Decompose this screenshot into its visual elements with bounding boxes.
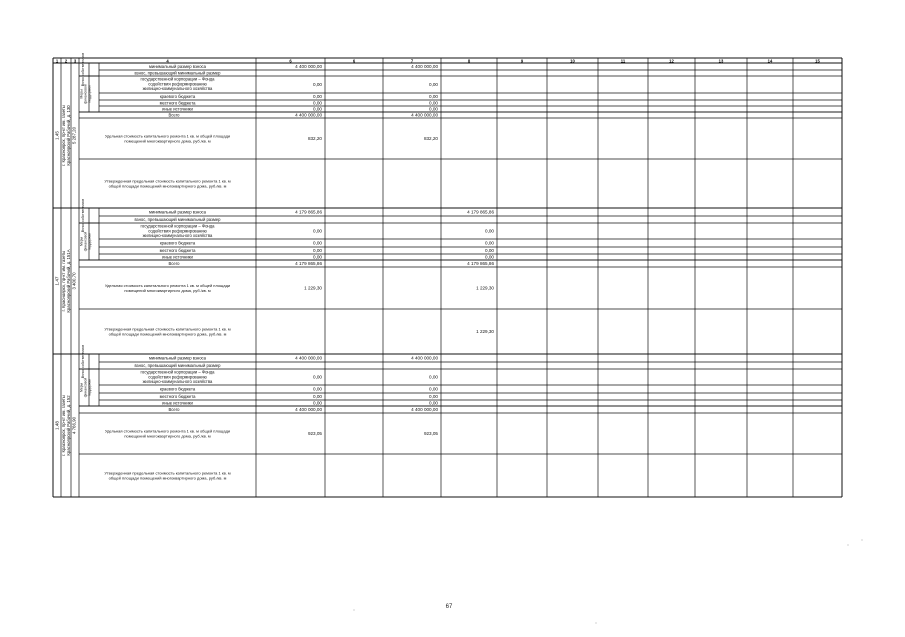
column-number: 2 (64, 58, 68, 64)
value-col-8: 0,00 (485, 228, 494, 234)
row-label: государственной корпорации – Фонда (140, 369, 215, 375)
value-col-7: 0,00 (429, 400, 438, 406)
value-col-8: 1 229,30 (476, 329, 494, 335)
owner-group-label: Взнос собственников (81, 52, 85, 87)
value-col-7: 0,00 (429, 94, 438, 100)
row-label: Всего (168, 112, 180, 118)
row-label: Удельная стоимость капитального ремонта 1 кв. м общей площади (104, 133, 231, 139)
value-col-5: 0,00 (313, 100, 322, 106)
row-label: взнос, превышающий минимальный размер (134, 217, 221, 223)
scan-noise-dot (354, 610, 355, 611)
row-label: взнос, превышающий минимальный размер (134, 70, 221, 76)
row-label: жилищно-коммунального хозяйства (142, 379, 213, 385)
financing-group-label: финансовой (83, 231, 88, 252)
scan-noise-dot (848, 545, 849, 546)
column-number: 10 (570, 58, 575, 64)
row-label: минимальный размер взноса (149, 209, 206, 215)
scan-noise-dot (862, 540, 863, 541)
column-number: 6 (352, 58, 356, 64)
value-col-5: 0,00 (313, 394, 322, 400)
row-label: общей площади помещений многоквартирного дома, руб./кв. м (108, 183, 227, 189)
row-label: Всего (168, 261, 180, 267)
value-col-5: 4 400 000,00 (295, 355, 322, 361)
object-number: 1.48 (54, 421, 60, 430)
financing-group-label: финансовой (83, 377, 88, 398)
value-col-8: 4 179 865,86 (467, 261, 494, 267)
value-col-5: 4 400 000,00 (295, 64, 322, 70)
value-col-7: 0,00 (429, 374, 438, 380)
value-col-8: 4 179 865,86 (467, 209, 494, 215)
row-label: краевого бюджета (159, 240, 196, 246)
column-number: 1 (55, 58, 59, 64)
row-label: Утвержденная предельная стоимость капитального ремонта 1 кв. м (104, 178, 231, 184)
value-col-5: 0,00 (313, 374, 322, 380)
financing-group-label: Меры (79, 236, 84, 247)
value-col-7: 4 400 000,00 (411, 112, 438, 118)
financing-group-label: поддержки (87, 85, 92, 103)
row-label: краевого бюджета (159, 386, 196, 392)
scan-noise-dot (596, 623, 597, 624)
row-label: государственной корпорации – Фонда (140, 223, 215, 229)
row-label: взнос, превышающий минимальный размер (134, 363, 221, 369)
object-number: 1.45 (54, 131, 60, 140)
object-number: 1.47 (54, 276, 60, 286)
object-area: 4 766,90 (71, 416, 77, 435)
row-label: иные источники (162, 106, 193, 112)
value-col-7: 923,05 (423, 431, 438, 437)
object-area: 3 400,70 (71, 272, 77, 290)
column-number: 7 (410, 58, 414, 64)
row-label: Удельная стоимость капитального ремонта 1 кв. м общей площади (104, 282, 231, 288)
value-col-7: 4 400 000,00 (411, 64, 438, 70)
object-address: г. Красноярск, пр-кт им. газеты (61, 395, 66, 456)
object-address: Красноярский Рабочий, д. 130 (66, 105, 71, 166)
column-number: 11 (620, 58, 626, 64)
row-label: иные источники (162, 400, 193, 406)
value-col-5: 923,05 (307, 431, 322, 437)
value-col-5: 4 400 000,00 (295, 112, 322, 118)
page-number: 67 (445, 604, 453, 610)
object-area: 5 287,20 (71, 126, 77, 145)
financing-group-label: Меры (79, 382, 84, 393)
row-label: государственной корпорации – Фонда (140, 76, 215, 82)
row-label: местного бюджета (159, 394, 196, 400)
column-number: 9 (520, 58, 524, 64)
column-number: 12 (669, 58, 674, 64)
row-label: Утвержденная предельная стоимость капитального ремонта 1 кв. м (104, 470, 231, 476)
value-col-7: 4 400 000,00 (411, 407, 438, 413)
object-address: г. Красноярск, пр-кт им. газеты (61, 105, 66, 166)
value-col-5: 0,00 (313, 254, 322, 260)
row-label: иные источники (162, 254, 193, 260)
value-col-5: 4 400 000,00 (295, 407, 322, 413)
financing-group-label: поддержки (87, 232, 92, 251)
row-label: минимальный размер взноса (149, 64, 206, 70)
column-number: 8 (467, 58, 471, 64)
column-number: 6 (289, 58, 292, 64)
value-col-5: 832,20 (307, 136, 322, 142)
column-number: 13 (718, 58, 724, 64)
owner-group-label: Взнос собственников (81, 344, 85, 379)
row-label: общей площади помещений многоквартирного дома, руб./кв. м (108, 331, 227, 337)
value-col-5: 0,00 (313, 248, 322, 254)
owner-group-label: Взнос собственников (81, 198, 85, 233)
row-label: минимальный размер взноса (149, 355, 206, 361)
value-col-7: 832,20 (423, 136, 438, 142)
value-col-5: 0,00 (313, 240, 322, 246)
row-label: содействия реформированию (148, 374, 207, 380)
object-address: г. Красноярск, пр-кт им. газеты (61, 250, 66, 312)
row-label: помещений многоквартирного дома, руб./кв. м (124, 433, 211, 439)
financing-group-label: финансовой (83, 84, 88, 104)
row-label: Удельная стоимость капитального ремонта 1 кв. м общей площади (104, 428, 231, 434)
row-label: содействия реформированию (148, 228, 207, 234)
value-col-5: 0,00 (313, 228, 322, 234)
row-label: местного бюджета (159, 100, 196, 106)
row-label: краевого бюджета (159, 94, 196, 100)
value-col-7: 0,00 (429, 106, 438, 112)
value-col-8: 0,00 (485, 254, 494, 260)
value-col-5: 0,00 (313, 94, 322, 100)
object-address: Красноярский Рабочий, д. 151А (66, 249, 71, 313)
value-col-5: 0,00 (313, 386, 322, 392)
value-col-7: 4 400 000,00 (411, 355, 438, 361)
value-col-5: 4 179 865,86 (295, 261, 322, 267)
value-col-5: 1 229,30 (304, 285, 322, 291)
financing-group-label: поддержки (87, 378, 92, 397)
value-col-7: 0,00 (429, 82, 438, 88)
value-col-7: 0,00 (429, 394, 438, 400)
column-number: 14 (767, 58, 773, 64)
value-col-7: 0,00 (429, 386, 438, 392)
value-col-5: 4 179 865,86 (295, 209, 322, 215)
value-col-5: 0,00 (313, 106, 322, 112)
row-label: общей площади помещений многоквартирного дома, руб./кв. м (108, 475, 227, 481)
row-label: Утвержденная предельная стоимость капитального ремонта 1 кв. м (104, 326, 231, 332)
value-col-7: 0,00 (429, 100, 438, 106)
value-col-8: 0,00 (485, 240, 494, 246)
row-label: жилищно-коммунального хозяйства (142, 233, 213, 239)
column-number: 3 (73, 58, 77, 64)
row-label: содействия реформированию (148, 81, 207, 87)
row-label: местного бюджета (159, 248, 196, 254)
column-number: 15 (815, 58, 820, 64)
object-address: Красноярский Рабочий, д. 152 (66, 395, 71, 456)
value-col-8: 0,00 (485, 248, 494, 254)
column-number: 4 (166, 58, 169, 64)
value-col-8: 1 229,30 (476, 285, 494, 291)
row-label: Всего (168, 407, 180, 413)
financing-group-label: Меры (79, 89, 84, 99)
value-col-5: 0,00 (313, 82, 322, 88)
row-label: помещений многоквартирного дома, руб./кв. м (124, 138, 211, 144)
row-label: жилищно-коммунального хозяйства (142, 86, 213, 92)
row-label: помещений многоквартирного дома, руб./кв. м (124, 288, 211, 294)
value-col-5: 0,00 (313, 400, 322, 406)
